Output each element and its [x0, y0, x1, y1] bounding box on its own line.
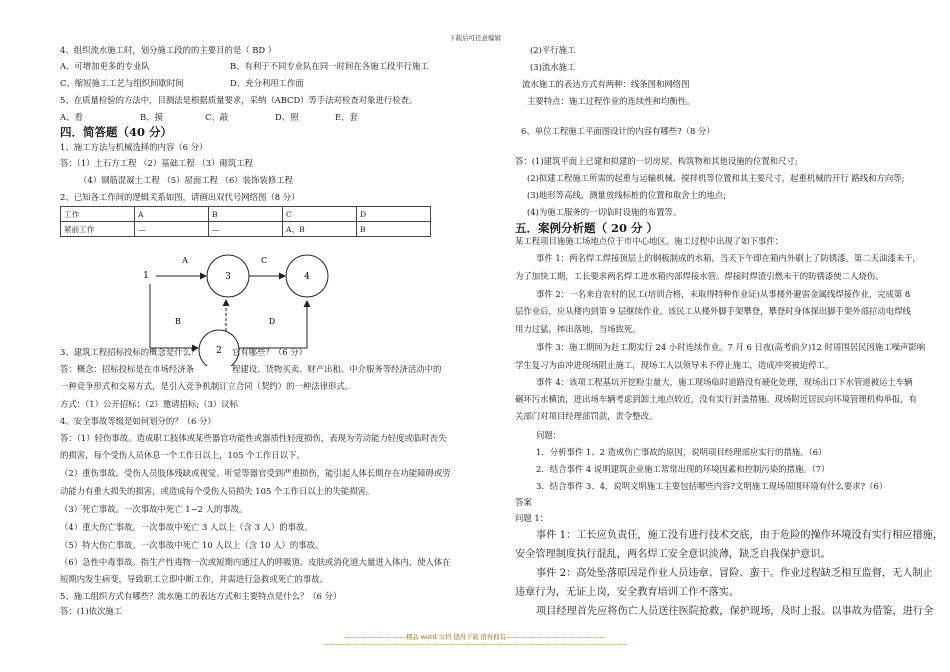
table-cell: C [283, 207, 357, 222]
s3-answer-line2: 一种竞争形式和交易方式，是引入竞争机制订立合同（契约）的一种法律形式。 [60, 381, 354, 391]
q4-stem: 4、组织流水施工时，划分施工段的的主要目的是（ BD ） [60, 45, 277, 55]
q4-option-d: D、充分利用工作面 [230, 78, 304, 88]
section-5-title: 五．案例分析题（ 20 分 ） [515, 221, 659, 235]
table-cell: 紧前工作 [61, 222, 135, 237]
s5-answer-line2: (2)平行施工 [530, 45, 576, 55]
s6-answer-line: (2)拟建工程施工所需的起重与运输机械、搅拌机等位置和其主要尺寸，起重机械的开行 路线和方向等; [527, 173, 905, 183]
q4-option-b: B、有利于不同专业队在同一时间在各施工段平行施工 [230, 61, 429, 71]
page-header: 下载后可任意编辑 [449, 34, 501, 42]
case-intro: 某工程项目施施工场地点位于市中心地区。施工过程中出现了如下事件： [515, 236, 783, 246]
answer-title: 答案 [515, 497, 532, 507]
q5-stem: 5、在质量检验的方法中，目测法是根据质量要求，采纳（ABCD）等手法对检查对象进行检查。 [60, 95, 418, 105]
s4-answer-line: （2）重伤事故。受伤人员肢体残缺或视觉、听觉等器官受到严重损伤，能引起人体长期存在功能障碍或劳 [60, 468, 451, 478]
case-event2-line: 用力过猛，摔出落地，当场致死。 [515, 324, 641, 334]
dependency-table [60, 206, 431, 237]
s6-question: 6、单位工程施工平面图设计的内容有哪些?（8 分） [521, 126, 715, 136]
s4-answer-line: （5）特大伤亡事故。一次事故中死亡 10 人以上（含 10 人）的事故。 [60, 540, 324, 550]
s4-answer-line: （4）重大伤亡事故。一次事故中死亡 3 人以上（含 3 人）的事故。 [60, 522, 313, 532]
q5-option-c: C、敲 [205, 112, 229, 122]
case-event1-line: 为了加快工期，工长要求两名焊工进水箱内部焊接水管。焊接时焊渣引燃未干的防锈漆使二人烧伤。 [515, 271, 884, 281]
s5-answer-line1: 答：(1)依次施工 [60, 606, 123, 616]
s6-answer-line: 答：(1)建筑平面上已建和拟建的一切房屋、构筑物和其他设施的位置和尺寸; [515, 156, 798, 166]
answer-line: 安全管理制度执行混乱，两名焊工安全意识淡薄，缺乏自我保护意识。 [515, 549, 831, 560]
s4-answer-line: 的损害，每个受伤人员休息一个工作日以上，105 个工作日以下。 [60, 450, 305, 460]
s6-answer-line: (3)地形等高线，测量放线标桩的位置和取舍土的地点; [527, 190, 726, 200]
table-row [61, 222, 431, 237]
table-cell: D [357, 207, 431, 222]
arrow-c-label: C [260, 256, 268, 265]
footer-line2: ----------------------------------------------------------------------------------------------------------------------------------------------- [322, 641, 628, 648]
section-4-title: 四．简答题（40 分） [60, 125, 173, 139]
s3-answer-end: 程建设、货物买卖、财产出租、中介服务等经济活动中的 [232, 364, 442, 374]
s4-answer-line: 答：（1）轻伤事故。造成职工肢体或某些器官功能性或器质性轻度损伤，表现为劳动能力轻度或临时丧失 [60, 433, 447, 443]
case-event1-line: 事件 1：两名焊工焊接顶层上的钢板制成的水箱，当天下午即在箱内外刷上了防锈漆。第二天油漆未干， [536, 253, 921, 263]
case-event3-line: 事件 3：施工期间为赶工期实行 24 小时连续作业。7 月 6 日夜(高考前夕)12 时周围居民因施工噪声影响 [536, 342, 926, 352]
questions-title: 问题： [536, 430, 562, 440]
node-4-label: 4 [304, 272, 310, 282]
answer-line: 违章行为，无证上岗，安全教育培训工作不落实。 [515, 587, 740, 598]
node-2-label: 2 [216, 346, 222, 356]
answer-line: 项目经理首先应将伤亡人员送往医院抢救，保护现场，及时上报。以事故为借鉴，进行全 [536, 606, 934, 617]
table-cell: — [135, 222, 209, 237]
arrow-b [150, 284, 198, 348]
s1-question: 1、施工方法与机械选择的内容（6 分） [60, 142, 208, 152]
question-item: 3．结合事件 3、4，说明文明施工主要包括哪些内容?文明施工现场周围环境有什么要求?（6） [536, 481, 888, 491]
q4-option-c: C、缩短施工工艺与组织间歇时间 [60, 78, 184, 88]
s5-answer-line4: 流水施工的表达方式有两种：线条图和网络图 [522, 79, 690, 89]
s5-question: 5、施工组织方式有哪些？流水施工的表达方式和主要特点是什么？（6 分） [60, 591, 342, 601]
table-cell: — [209, 222, 283, 237]
arrow-a-label: A [182, 256, 188, 265]
answer-line: 事件 2：高处坠落原因是作业人员违章、冒险、蛮干。作业过程缺乏相互监督，无人制止 [536, 568, 933, 579]
s6-answer-line: (4)为施工服务的一切临时设施的布置等。 [527, 207, 682, 217]
case-event4-line: 事件 4：该项工程基坑开挖粉尘量大，施工现场临时道路没有硬化处理，现场出口下水管道被运土车辆 [536, 377, 913, 387]
case-event2-line: 事件 2：一名来自农村的民工(培训合格，未取得特种作业证)从事楼外避雷金属线焊接作业，完成第 8 [536, 289, 911, 299]
footer-line1: -----------------------------精品 word 文档 值得下载 值得拥有----------------------------------------------- [344, 634, 606, 641]
q5-option-d: D、照 [275, 112, 299, 122]
table-cell: B [357, 222, 431, 237]
question-item: 1．分析事件 1、2 造成伤亡事故的原因，说明项目经理部应实行的措施。（6） [536, 447, 827, 457]
case-event4-line: 碾坏污水横流，进出场车辆考虑到卸土地点较近，没有实行封盖措施。现场附近居民向环境管理机构举报，有 [515, 394, 917, 404]
table-cell: 工作 [61, 207, 135, 222]
answer-subtitle: 问题 1： [515, 513, 549, 523]
arrow-d-label: D [268, 317, 276, 326]
case-event4-line: 关部门对项目经理部罚款，责令整改。 [515, 411, 658, 421]
s3-answer-line3: 方式：（1）公开招标；（2）邀请招标;（3）议标 [60, 399, 238, 409]
arrow-b-label: B [175, 317, 181, 326]
s3-question-start: 3、建筑工程招标投标的概念是什么？ [60, 347, 200, 357]
q5-option-b: B、摸 [140, 112, 163, 122]
table-cell: A、B [283, 222, 357, 237]
s3-answer-start: 答：概念：招标投标是在市场经济条 [60, 364, 194, 374]
s5-answer-line5: 主要特点：施工过程作业的连续性和均衡性。 [527, 96, 695, 106]
s1-answer-line2: （4）钢筋混凝土工程 （5）屋面工程 （6）装饰装修工程 [79, 175, 293, 185]
answer-line: 事件 1：工长应负责任，施工没有进行技术交底，由于危险的操作环境没有实行相应措施， [536, 530, 944, 541]
case-event3-line: 学生复习为由冲进现场阻止施工，现场工人以领导未不停止施工，造成冲突被迫停工。 [515, 360, 834, 370]
s3-question-end: 它有哪些？（6 分） [232, 347, 307, 357]
s1-answer-line1: 答：（1）土石方工程 （2）基础工程 （3）砌筑工程 [60, 158, 253, 168]
q4-option-a: A、可增加更多的专业队 [60, 61, 150, 71]
case-event2-line: 层作业后，应从楼内到第 9 层继续作业。该民工从楼外脚手架攀登，攀登时身体探出脚手架外部拉动电焊线 [515, 306, 911, 316]
table-row [61, 207, 431, 222]
table-cell: A [135, 207, 209, 222]
s4-answer-line: （3）死亡事故。一次事故中死亡 1~2 人的事故。 [60, 504, 248, 514]
q5-option-a: A、看 [60, 112, 83, 122]
s4-answer-line: 短期内发生病变，导致职工立即中断工作，并需进行急救或死亡的事故。 [60, 574, 328, 584]
q5-option-e: E、套 [335, 112, 358, 122]
s4-answer-line: （6）急性中毒事故。指生产性毒物一次或短期内通过人的呼吸道、皮肤或消化道大量进入体内，使人体在 [60, 557, 451, 567]
s2-question: 2、已知各工作间的逻辑关系如图，请画出双代号网络图（8 分） [60, 192, 300, 202]
question-item: 2．结合事件 4 说明建筑企业施工常常出现的环境因素和控制污染的措施。（7） [536, 464, 830, 474]
s4-question: 4、安全事故等级是如何划分的？（6 分） [60, 416, 216, 426]
s5-answer-line3: (3)流水施工 [530, 62, 576, 72]
s4-answer-line: 动能力有重大损失的损害，或造成每个受伤人员损失 105 个工作日以上的失能损害。 [60, 486, 375, 496]
node-3-label: 3 [225, 272, 231, 282]
table-cell: B [209, 207, 283, 222]
node-1-label: 1 [143, 271, 149, 281]
